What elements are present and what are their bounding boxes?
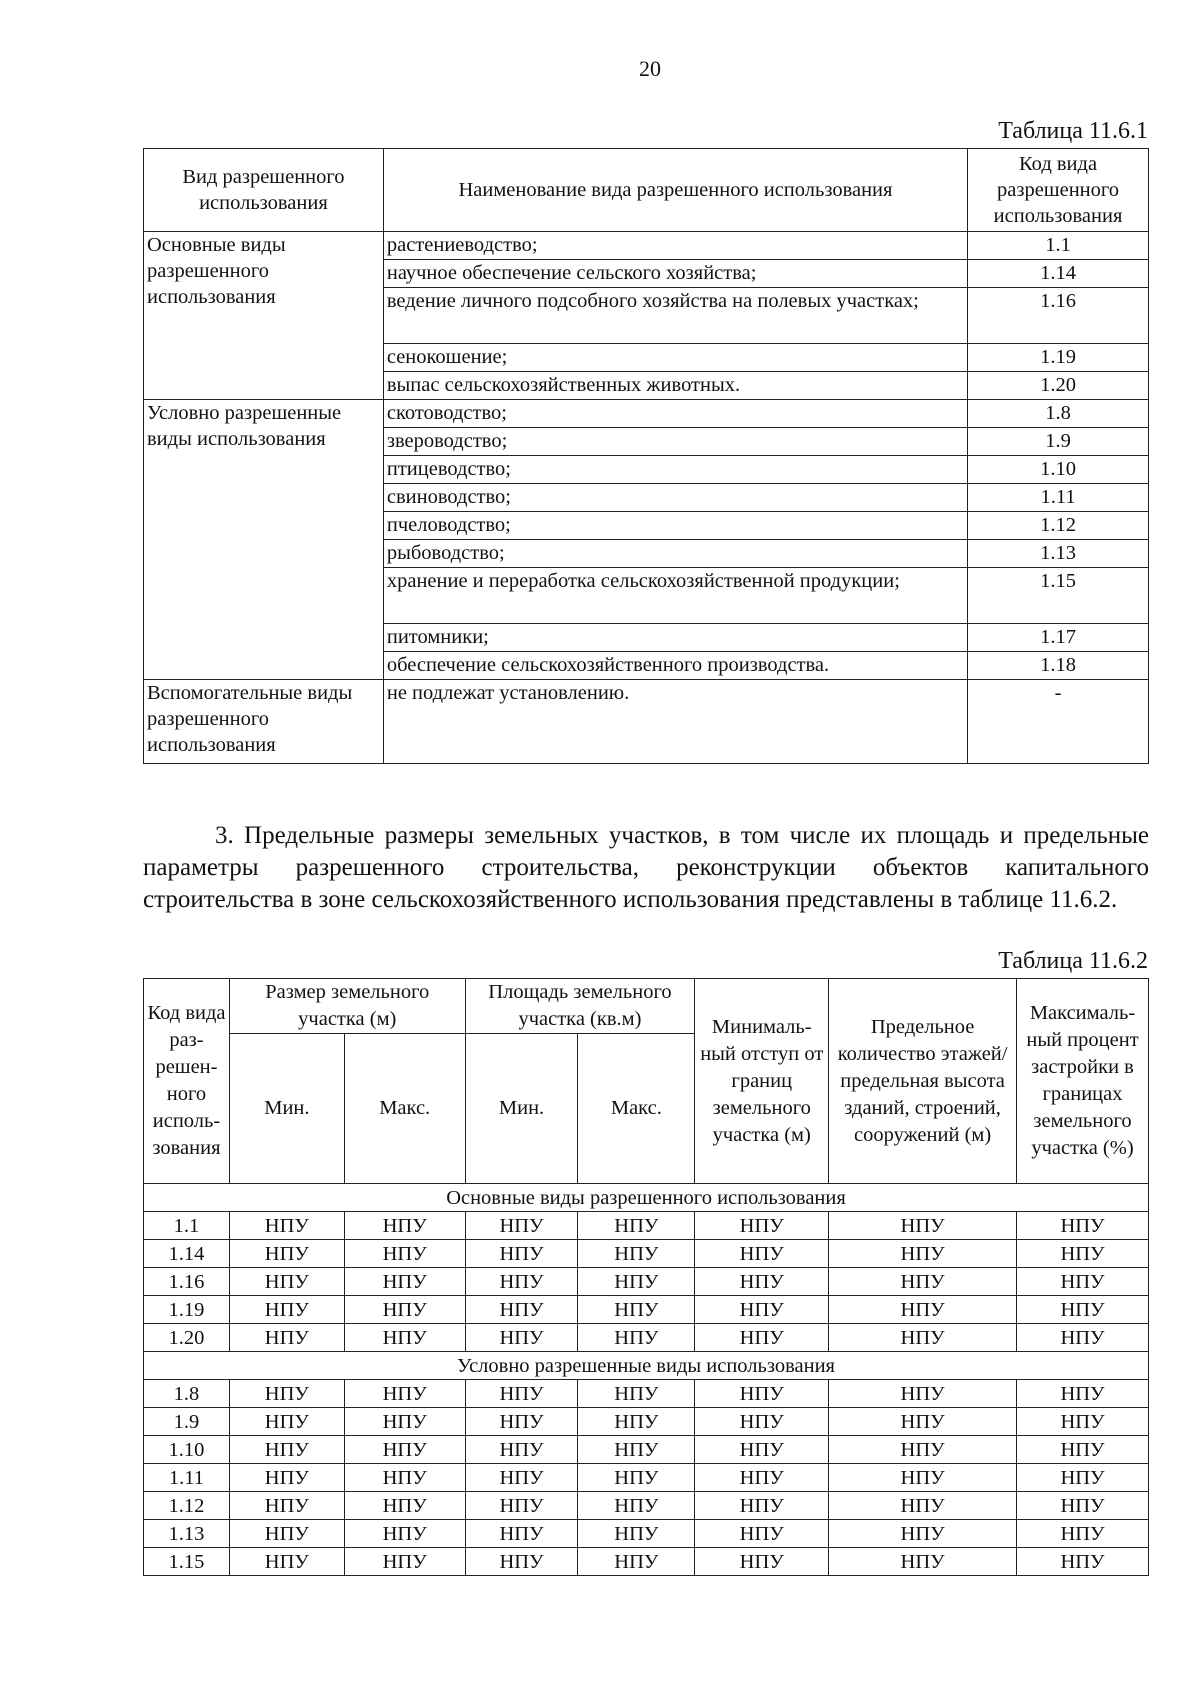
table-row bbox=[144, 1464, 1149, 1492]
use-name: свиноводство; bbox=[383, 484, 967, 512]
header-use-code: Код вида разрешенного использования bbox=[968, 149, 1149, 232]
table-row bbox=[144, 1296, 1149, 1324]
npu-value: НПУ bbox=[578, 1324, 695, 1352]
section-row bbox=[144, 1184, 1149, 1212]
use-name: выпас сельскохозяйственных животных. bbox=[383, 372, 967, 400]
use-code: 1.14 bbox=[144, 1240, 230, 1268]
use-code: 1.1 bbox=[144, 1212, 230, 1240]
npu-value: НПУ bbox=[344, 1240, 465, 1268]
npu-value: НПУ bbox=[578, 1240, 695, 1268]
use-name: пчеловодство; bbox=[383, 512, 967, 540]
header-setback: Минималь-ный отступ от границ земельного участка (м) bbox=[695, 979, 829, 1184]
table-row bbox=[144, 1436, 1149, 1464]
npu-value: НПУ bbox=[229, 1464, 344, 1492]
use-name: скотоводство; bbox=[383, 400, 967, 428]
use-name: обеспечение сельскохозяйственного производства. bbox=[383, 652, 967, 680]
npu-value: НПУ bbox=[465, 1408, 578, 1436]
npu-value: НПУ bbox=[344, 1492, 465, 1520]
use-name: питомники; bbox=[383, 624, 967, 652]
npu-value: НПУ bbox=[229, 1240, 344, 1268]
paragraph-text: 3. Предельные размеры земельных участков, в том числе их площадь и предельные параметры разрешенного строительства, реконструкции объектов капитального строительства в зоне сельскохозяйственного использования представлены в таблице 11.6.2. bbox=[143, 822, 1149, 913]
npu-value: НПУ bbox=[829, 1464, 1017, 1492]
use-code: 1.10 bbox=[144, 1436, 230, 1464]
npu-value: НПУ bbox=[829, 1492, 1017, 1520]
use-code: 1.14 bbox=[968, 260, 1149, 288]
npu-value: НПУ bbox=[1017, 1240, 1149, 1268]
npu-value: НПУ bbox=[829, 1296, 1017, 1324]
npu-value: НПУ bbox=[695, 1548, 829, 1576]
use-code: 1.20 bbox=[968, 372, 1149, 400]
table-row bbox=[144, 680, 1149, 764]
table1-caption: Таблица 11.6.1 bbox=[998, 118, 1148, 144]
npu-value: НПУ bbox=[229, 1408, 344, 1436]
npu-value: НПУ bbox=[829, 1212, 1017, 1240]
use-code: 1.19 bbox=[144, 1296, 230, 1324]
table-row bbox=[144, 1492, 1149, 1520]
table-row bbox=[144, 1520, 1149, 1548]
npu-value: НПУ bbox=[695, 1464, 829, 1492]
group-label: Вспомогательные виды разрешенного использования bbox=[144, 680, 384, 764]
header-size-min: Мин. bbox=[229, 1034, 344, 1184]
npu-value: НПУ bbox=[829, 1380, 1017, 1408]
npu-value: НПУ bbox=[695, 1492, 829, 1520]
use-name: рыбоводство; bbox=[383, 540, 967, 568]
use-code: 1.17 bbox=[968, 624, 1149, 652]
use-code: 1.15 bbox=[144, 1548, 230, 1576]
npu-value: НПУ bbox=[465, 1436, 578, 1464]
npu-value: НПУ bbox=[344, 1436, 465, 1464]
npu-value: НПУ bbox=[229, 1212, 344, 1240]
npu-value: НПУ bbox=[1017, 1548, 1149, 1576]
table-row bbox=[144, 1548, 1149, 1576]
header-plot-size: Размер земельного участка (м) bbox=[229, 979, 465, 1034]
npu-value: НПУ bbox=[695, 1408, 829, 1436]
use-name: птицеводство; bbox=[383, 456, 967, 484]
npu-value: НПУ bbox=[1017, 1296, 1149, 1324]
npu-value: НПУ bbox=[465, 1212, 578, 1240]
table-row bbox=[144, 232, 1149, 260]
permitted-use-table bbox=[143, 148, 1149, 764]
npu-value: НПУ bbox=[829, 1324, 1017, 1352]
header-size-max: Макс. bbox=[344, 1034, 465, 1184]
group-label: Условно разрешенные виды использования bbox=[144, 400, 384, 680]
page-number: 20 bbox=[639, 56, 661, 81]
use-name: ведение личного подсобного хозяйства на полевых участках; bbox=[383, 288, 967, 344]
npu-value: НПУ bbox=[578, 1380, 695, 1408]
use-code: 1.8 bbox=[968, 400, 1149, 428]
use-code: 1.12 bbox=[968, 512, 1149, 540]
npu-value: НПУ bbox=[229, 1380, 344, 1408]
use-code: 1.11 bbox=[968, 484, 1149, 512]
npu-value: НПУ bbox=[1017, 1520, 1149, 1548]
header-floors: Предельное количество этажей/ предельная высота зданий, строений, сооружений (м) bbox=[829, 979, 1017, 1184]
npu-value: НПУ bbox=[578, 1212, 695, 1240]
use-code: 1.10 bbox=[968, 456, 1149, 484]
npu-value: НПУ bbox=[465, 1268, 578, 1296]
paragraph-3 bbox=[143, 820, 1149, 916]
npu-value: НПУ bbox=[229, 1548, 344, 1576]
npu-value: НПУ bbox=[1017, 1492, 1149, 1520]
table-row bbox=[144, 400, 1149, 428]
use-code: 1.16 bbox=[144, 1268, 230, 1296]
header-area-min: Мин. bbox=[465, 1034, 578, 1184]
use-code: 1.13 bbox=[968, 540, 1149, 568]
npu-value: НПУ bbox=[344, 1268, 465, 1296]
use-code: 1.13 bbox=[144, 1520, 230, 1548]
npu-value: НПУ bbox=[344, 1296, 465, 1324]
use-code: 1.16 bbox=[968, 288, 1149, 344]
npu-value: НПУ bbox=[578, 1464, 695, 1492]
table-row bbox=[144, 1268, 1149, 1296]
npu-value: НПУ bbox=[229, 1268, 344, 1296]
npu-value: НПУ bbox=[465, 1240, 578, 1268]
use-code: 1.9 bbox=[968, 428, 1149, 456]
section-title: Условно разрешенные виды использования bbox=[144, 1352, 1149, 1380]
npu-value: НПУ bbox=[578, 1408, 695, 1436]
header-use-name: Наименование вида разрешенного использования bbox=[383, 149, 967, 232]
npu-value: НПУ bbox=[695, 1380, 829, 1408]
npu-value: НПУ bbox=[829, 1240, 1017, 1268]
header-plot-area: Площадь земельного участка (кв.м) bbox=[465, 979, 695, 1034]
npu-value: НПУ bbox=[695, 1296, 829, 1324]
header-coverage: Максималь-ный процент застройки в границах земельного участка (%) bbox=[1017, 979, 1149, 1184]
header-use-type: Вид разрешенного использования bbox=[144, 149, 384, 232]
npu-value: НПУ bbox=[1017, 1408, 1149, 1436]
use-code: 1.9 bbox=[144, 1408, 230, 1436]
npu-value: НПУ bbox=[695, 1520, 829, 1548]
npu-value: НПУ bbox=[578, 1548, 695, 1576]
npu-value: НПУ bbox=[578, 1520, 695, 1548]
use-code: 1.18 bbox=[968, 652, 1149, 680]
npu-value: НПУ bbox=[829, 1268, 1017, 1296]
npu-value: НПУ bbox=[344, 1380, 465, 1408]
use-name: растениеводство; bbox=[383, 232, 967, 260]
npu-value: НПУ bbox=[229, 1296, 344, 1324]
npu-value: НПУ bbox=[465, 1380, 578, 1408]
npu-value: НПУ bbox=[344, 1408, 465, 1436]
use-name: научное обеспечение сельского хозяйства; bbox=[383, 260, 967, 288]
npu-value: НПУ bbox=[344, 1324, 465, 1352]
table-row bbox=[144, 1324, 1149, 1352]
npu-value: НПУ bbox=[829, 1436, 1017, 1464]
npu-value: НПУ bbox=[695, 1268, 829, 1296]
parameters-table bbox=[143, 978, 1149, 1576]
npu-value: НПУ bbox=[695, 1240, 829, 1268]
table-row bbox=[144, 1212, 1149, 1240]
npu-value: НПУ bbox=[465, 1324, 578, 1352]
npu-value: НПУ bbox=[578, 1268, 695, 1296]
npu-value: НПУ bbox=[695, 1436, 829, 1464]
npu-value: НПУ bbox=[229, 1324, 344, 1352]
use-code: 1.8 bbox=[144, 1380, 230, 1408]
npu-value: НПУ bbox=[578, 1436, 695, 1464]
use-name: сенокошение; bbox=[383, 344, 967, 372]
npu-value: НПУ bbox=[695, 1212, 829, 1240]
parameters-table-body bbox=[144, 1184, 1149, 1576]
npu-value: НПУ bbox=[1017, 1436, 1149, 1464]
npu-value: НПУ bbox=[465, 1520, 578, 1548]
npu-value: НПУ bbox=[1017, 1324, 1149, 1352]
header-area-max: Макс. bbox=[578, 1034, 695, 1184]
use-code: 1.1 bbox=[968, 232, 1149, 260]
table2-caption: Таблица 11.6.2 bbox=[998, 948, 1148, 974]
use-code: 1.11 bbox=[144, 1464, 230, 1492]
npu-value: НПУ bbox=[1017, 1380, 1149, 1408]
use-code: 1.20 bbox=[144, 1324, 230, 1352]
npu-value: НПУ bbox=[578, 1492, 695, 1520]
use-code: 1.15 bbox=[968, 568, 1149, 624]
npu-value: НПУ bbox=[829, 1408, 1017, 1436]
npu-value: НПУ bbox=[1017, 1464, 1149, 1492]
npu-value: НПУ bbox=[465, 1548, 578, 1576]
npu-value: НПУ bbox=[465, 1464, 578, 1492]
header-code: Код вида раз-решен-ного исполь-зования bbox=[144, 979, 230, 1184]
npu-value: НПУ bbox=[344, 1212, 465, 1240]
npu-value: НПУ bbox=[465, 1296, 578, 1324]
npu-value: НПУ bbox=[465, 1492, 578, 1520]
use-code: 1.19 bbox=[968, 344, 1149, 372]
npu-value: НПУ bbox=[229, 1436, 344, 1464]
npu-value: НПУ bbox=[578, 1296, 695, 1324]
use-name: звероводство; bbox=[383, 428, 967, 456]
table-row bbox=[144, 1240, 1149, 1268]
npu-value: НПУ bbox=[344, 1520, 465, 1548]
npu-value: НПУ bbox=[829, 1520, 1017, 1548]
section-title: Основные виды разрешенного использования bbox=[144, 1184, 1149, 1212]
npu-value: НПУ bbox=[695, 1324, 829, 1352]
section-row bbox=[144, 1352, 1149, 1380]
use-name: хранение и переработка сельскохозяйственной продукции; bbox=[383, 568, 967, 624]
npu-value: НПУ bbox=[344, 1464, 465, 1492]
npu-value: НПУ bbox=[1017, 1268, 1149, 1296]
use-code: - bbox=[968, 680, 1149, 764]
table-row bbox=[144, 1408, 1149, 1436]
use-code: 1.12 bbox=[144, 1492, 230, 1520]
table-row bbox=[144, 1380, 1149, 1408]
npu-value: НПУ bbox=[344, 1548, 465, 1576]
npu-value: НПУ bbox=[829, 1548, 1017, 1576]
use-name: не подлежат установлению. bbox=[383, 680, 967, 764]
npu-value: НПУ bbox=[1017, 1212, 1149, 1240]
npu-value: НПУ bbox=[229, 1492, 344, 1520]
npu-value: НПУ bbox=[229, 1520, 344, 1548]
group-label: Основные виды разрешенного использования bbox=[144, 232, 384, 400]
